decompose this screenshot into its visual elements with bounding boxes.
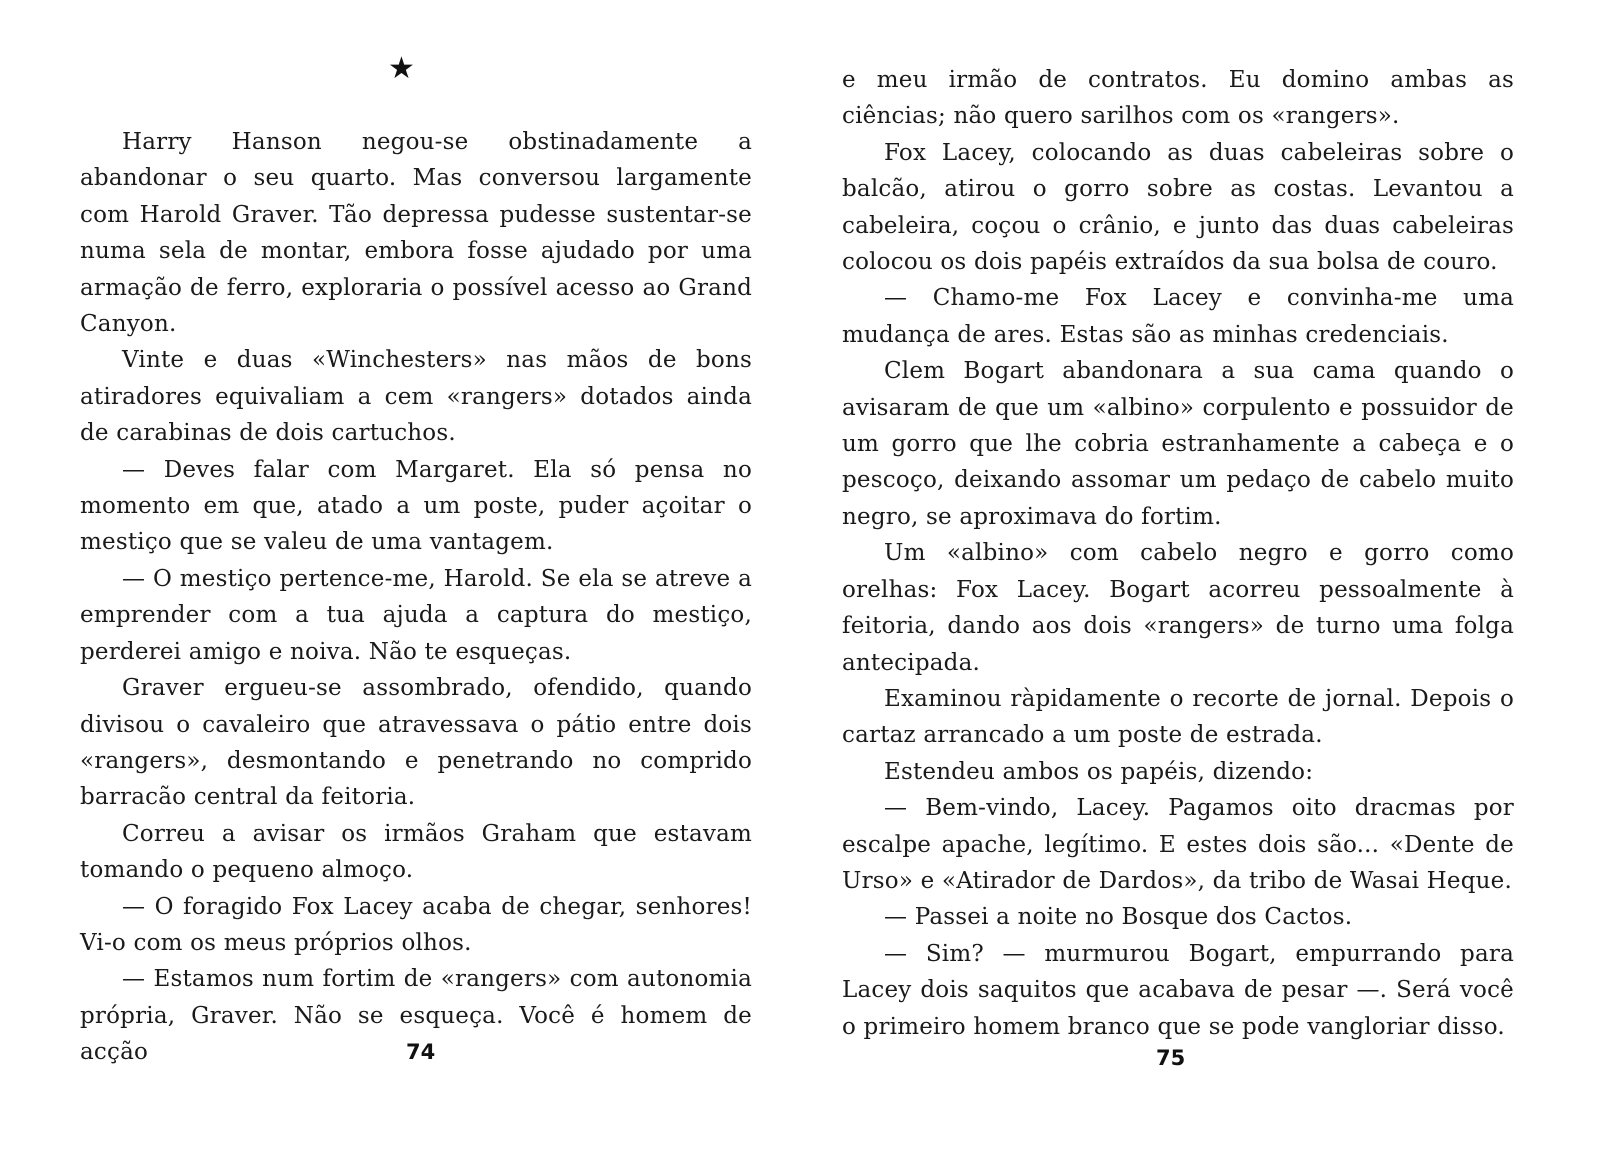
paragraph: — O foragido Fox Lacey acaba de chegar, senhores! Vi-o com os meus próprios olhos. <box>80 893 752 956</box>
star-ornament-icon: ★ <box>388 51 415 86</box>
right-page-text <box>842 62 1514 1045</box>
page-number: 74 <box>406 1040 436 1064</box>
page-number: 75 <box>1156 1046 1186 1070</box>
paragraph-continuation: e meu irmão de contratos. Eu domino ambas as ciências; não quero sarilhos com os «rangers». <box>842 67 1514 130</box>
paragraph: Harry Hanson negou-se obstinadamente a abandonar o seu quarto. Mas conversou largamente com Harold Graver. Tão depressa pudesse sustentar-se numa sela de montar, embora fosse ajudado por uma armação de ferro, exploraria o possível acesso ao Grand Canyon. <box>80 129 752 338</box>
paragraph: — O mestiço pertence-me, Harold. Se ela se atreve a emprender com a tua ajuda a captura do mestiço, perderei amigo e noiva. Não te esqueças. <box>80 565 752 665</box>
paragraph: — Deves falar com Margaret. Ela só pensa no momento em que, atado a um poste, puder açoitar o mestiço que se valeu de uma vantagem. <box>80 456 752 556</box>
paragraph: — Chamo-me Fox Lacey e convinha-me uma mudança de ares. Estas são as minhas credenciais. <box>842 285 1514 348</box>
paragraph: Examinou ràpidamente o recorte de jornal. Depois o cartaz arrancado a um poste de estrada. <box>842 685 1514 749</box>
paragraph: — Estamos num fortim de «rangers» com autonomia própria, Graver. Não se esqueça. Você é homem de acção <box>80 966 752 1066</box>
paragraph: Estendeu ambos os papéis, dizendo: <box>884 758 1314 785</box>
paragraph: Graver ergueu-se assombrado, ofendido, quando divisou o cavaleiro que atravessava o pátio entre dois «rangers», desmontando e penetrando no comprido barracão central da feitoria. <box>80 675 752 811</box>
right-page <box>800 0 1600 1154</box>
paragraph: Clem Bogart abandonara a sua cama quando o avisaram de que um «albino» corpulento e possuidor de um gorro que lhe cobria estranhamente a cabeça e o pescoço, deixando assomar um pedaço de cabelo muito negro, se aproximava do fortim. <box>842 358 1514 530</box>
paragraph: — Passei a noite no Bosque dos Cactos. <box>884 904 1353 931</box>
paragraph: Vinte e duas «Winchesters» nas mãos de bons atiradores equivaliam a cem «rangers» dotados ainda de carabinas de dois cartuchos. <box>80 347 752 447</box>
paragraph: Fox Lacey, colocando as duas cabeleiras sobre o balcão, atirou o gorro sobre as costas. Levantou a cabeleira, coçou o crânio, e junto das duas cabeleiras colocou os dois papéis extraídos da sua bolsa de couro. <box>842 139 1514 276</box>
paragraph: — Sim? — murmurou Bogart, empurrando para Lacey dois saquitos que acabava de pesar —. Será você o primeiro homem branco que se pode vangloriar disso. <box>842 940 1514 1040</box>
paragraph: Um «albino» com cabelo negro e gorro como orelhas: Fox Lacey. Bogart acorreu pessoalmente à feitoria, dando aos dois «rangers» de turno uma folga antecipada. <box>842 540 1514 676</box>
left-page-text <box>80 124 752 1071</box>
paragraph: — Bem-vindo, Lacey. Pagamos oito dracmas por escalpe apache, legítimo. E estes dois são... «Dente de Urso» e «Atirador de Dardos», da tribo de Wasai Heque. <box>842 795 1514 894</box>
paragraph: Correu a avisar os irmãos Graham que estavam tomando o pequeno almoço. <box>80 820 752 884</box>
